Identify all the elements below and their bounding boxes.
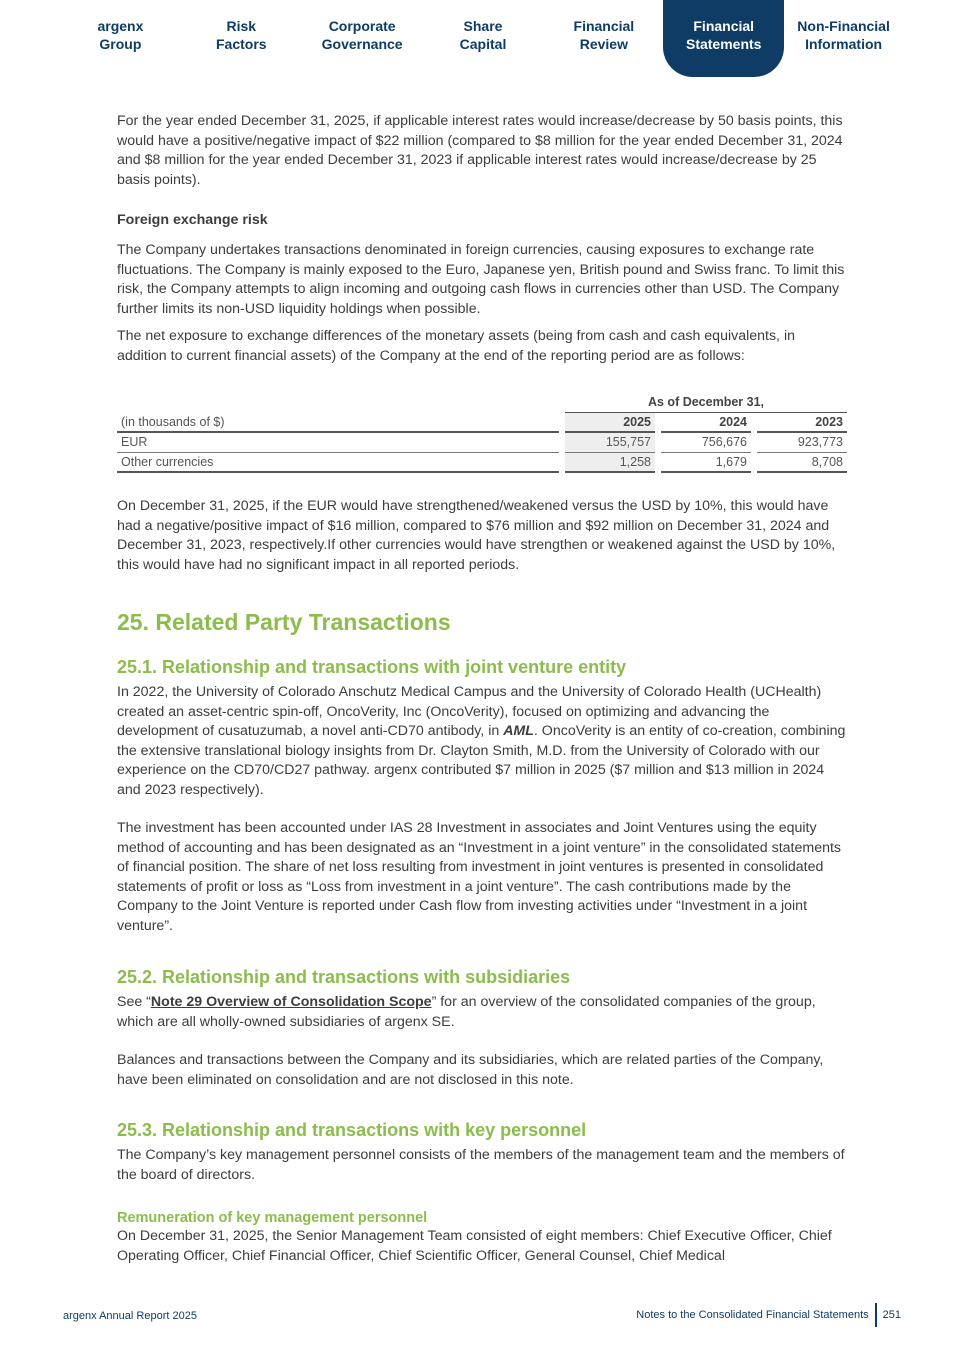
table-cell: 155,757 xyxy=(565,432,655,452)
tab-label: Financial Review xyxy=(573,18,635,52)
year-header: 2025 xyxy=(565,412,655,432)
page-number: 251 xyxy=(882,1309,901,1321)
subsidiaries-paragraph-1 xyxy=(117,993,847,1032)
year-header: 2024 xyxy=(661,412,751,432)
tab-argenx-group[interactable] xyxy=(60,0,181,78)
interest-rate-paragraph: For the year ended December 31, 2025, if applicable interest rates would increase/decrease by 50 basis points, this would have a positive/negative impact of $22 million (compared to $8 million for the year ended December 31, 2024 and $8 million for the year ended December 31, 2023 if applicable interest rates would increase/decrease by 25 basis points). xyxy=(117,113,843,188)
table-header-span-row xyxy=(117,392,847,412)
fx-sensitivity-paragraph: On December 31, 2025, if the EUR would have strengthened/weakened versus the USD by 10%, this would have had a negative/positive impact of $16 million, compared to $76 million and $92 million on December 31, 2024 and December 31, 2023, respectively.If other currencies would have strengthen or weakened against the USD by 10%, this would have had no significant impact in all reported periods. xyxy=(117,498,836,573)
table-cell: 756,676 xyxy=(661,432,751,452)
fx-exposure-table xyxy=(117,392,847,473)
joint-venture-paragraph-1 xyxy=(117,683,847,800)
tab-label: Financial Statements xyxy=(685,18,762,52)
remuneration-paragraph: On December 31, 2025, the Senior Management Team consisted of eight members: Chief Executive Officer, Chief Operating Officer, Chief Financial Officer, Chief Scientific Officer, General Counsel, Chief Medical xyxy=(117,1228,832,1264)
table-cell: 1,679 xyxy=(661,452,751,472)
text-segment: ” for an overview of the consolidated companies of the group, which are all wholly-owned subsidiaries of argenx SE. xyxy=(117,994,816,1030)
joint-venture-paragraph-2: The investment has been accounted under IAS 28 Investment in associates and Joint Ventures using the equity method of accounting and has been designated as an “Investment in a joint venture” in the consolidated statements of financial position. The share of net loss resulting from investment in joint ventures is presented in consolidated statements of profit or loss as “Loss from investment in a joint venture”. The cash contributions made by the Company to the Joint Venture is reported under Cash flow from investing activities under “Investment in a joint venture”. xyxy=(117,820,842,934)
subsection-25-3-title: 25.3. Relationship and transactions with key personnel xyxy=(117,1120,587,1140)
emphasis-aml: AML xyxy=(503,723,534,739)
table-cell: 1,258 xyxy=(565,452,655,472)
tab-label: Share Capital xyxy=(459,18,507,52)
main-content xyxy=(117,112,847,1266)
tab-label: argenx Group xyxy=(97,18,144,52)
table-row xyxy=(117,432,847,452)
footer-section-title: Notes to the Consolidated Financial Statements xyxy=(636,1309,869,1321)
as-of-header: As of December 31, xyxy=(565,392,847,412)
key-personnel-paragraph: The Company’s key management personnel consists of the members of the management team and the members of the board of directors. xyxy=(117,1147,845,1183)
tab-corporate-governance[interactable] xyxy=(302,0,423,78)
table-header-row xyxy=(117,412,847,432)
tab-label: Corporate Governance xyxy=(321,18,403,52)
subsidiaries-paragraph-2: Balances and transactions between the Company and its subsidiaries, which are related parties of the Company, have been eliminated on consolidation and are not disclosed in this note. xyxy=(117,1052,824,1088)
footer-report-title: argenx Annual Report 2025 xyxy=(63,1310,197,1322)
table-row xyxy=(117,452,847,472)
section-25-title: 25. Related Party Transactions xyxy=(117,609,451,635)
row-label: EUR xyxy=(117,432,559,452)
subsection-25-2-title: 25.2. Relationship and transactions with subsidiaries xyxy=(117,967,571,987)
row-label: Other currencies xyxy=(117,452,559,472)
tab-risk-factors[interactable] xyxy=(181,0,302,78)
year-header: 2023 xyxy=(757,412,847,432)
tab-financial-statements[interactable] xyxy=(663,0,784,77)
tab-non-financial-information[interactable] xyxy=(783,0,904,78)
subsection-25-1-title: 25.1. Relationship and transactions with joint venture entity xyxy=(117,657,627,677)
tab-financial-review[interactable] xyxy=(543,0,664,78)
footer-section xyxy=(636,1303,901,1327)
tab-label: Risk Factors xyxy=(216,18,267,52)
tab-label: Non-Financial Information xyxy=(797,18,890,52)
text-segment: See “ xyxy=(117,994,151,1010)
table-cell: 923,773 xyxy=(757,432,847,452)
fx-paragraph-2: The net exposure to exchange differences of the monetary assets (being from cash and cash equivalents, in addition to current financial assets) of the Company at the end of the reporting period are as follows: xyxy=(117,328,795,364)
table-cell: 8,708 xyxy=(757,452,847,472)
footer-divider xyxy=(875,1303,877,1327)
fx-risk-heading: Foreign exchange risk xyxy=(117,212,268,228)
tab-share-capital[interactable] xyxy=(423,0,544,78)
remuneration-heading: Remuneration of key management personnel xyxy=(117,1210,428,1226)
top-navigation xyxy=(60,0,904,78)
text-segment: . OncoVerity is an entity of co-creation, combining the extensive translational biology insights from Dr. Clayton Smith, M.D. from the University of Colorado with our experience on the CD70/CD27 pathway. argenx contributed $7 million in 2025 ($7 million and $13 million in 2024 and 2023 respectively). xyxy=(117,723,846,798)
text-segment: In 2022, the University of Colorado Anschutz Medical Campus and the University of Colorado Health (UCHealth) created an asset-centric spin-off, OncoVerity, Inc (OncoVerity), focused on optimizing and advancing the development of cusatuzumab, a novel anti-CD70 antibody, in xyxy=(117,684,822,739)
fx-paragraph-1: The Company undertakes transactions denominated in foreign currencies, causing exposures to exchange rate fluctuations. The Company is mainly exposed to the Euro, Japanese yen, British pound and Swiss franc. To limit this risk, the Company attempts to align incoming and outgoing cash flows in currencies other than USD. The Company further limits its non-USD liquidity holdings when possible. xyxy=(117,242,845,317)
unit-label: (in thousands of $) xyxy=(117,412,559,432)
note-29-link[interactable]: Note 29 Overview of Consolidation Scope xyxy=(150,994,432,1010)
